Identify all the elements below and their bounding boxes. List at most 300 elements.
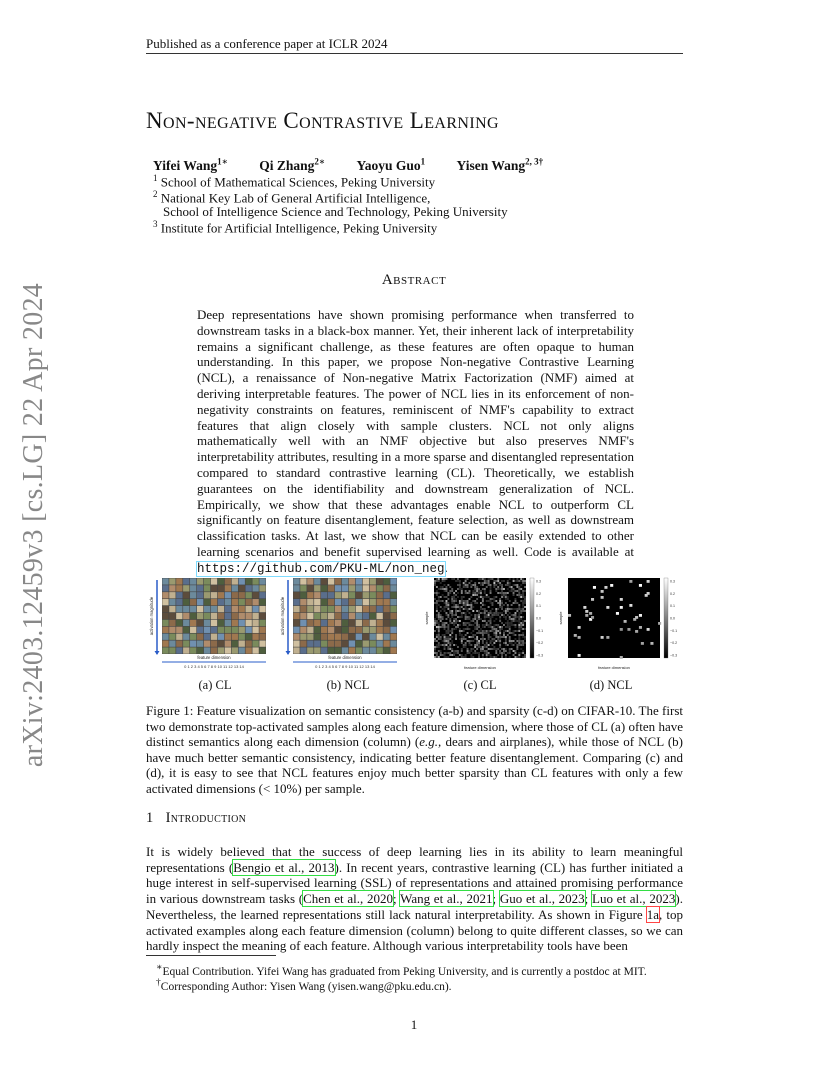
heatmap-cell [524, 638, 526, 640]
heatmap-cell [434, 638, 436, 640]
heatmap-cell [476, 644, 478, 646]
heatmap-cell [505, 584, 507, 586]
heatmap-cell [486, 652, 488, 654]
sample-thumbnail [314, 640, 320, 646]
heatmap-cell [493, 646, 495, 648]
sample-thumbnail [356, 647, 362, 653]
heatmap-cell [442, 640, 444, 642]
heatmap-cell [465, 582, 467, 584]
heatmap-cell [444, 628, 446, 630]
x-axis-label: feature dimension [197, 655, 231, 660]
heatmap-cell [515, 618, 517, 620]
sample-thumbnail [293, 585, 299, 591]
heatmap-cell [497, 640, 499, 642]
heatmap-cell [449, 622, 451, 624]
subcaption-d: (d) NCL [589, 678, 633, 692]
sample-thumbnail [370, 620, 376, 626]
heatmap-cell [524, 602, 526, 604]
heatmap-cell [520, 622, 522, 624]
heatmap-cell [524, 590, 526, 592]
heatmap-cell [501, 608, 503, 610]
heatmap-cell [463, 582, 465, 584]
heatmap-cell [442, 644, 444, 646]
heatmap-cell [513, 632, 515, 634]
sample-thumbnail [162, 613, 168, 619]
heatmap-cell [465, 638, 467, 640]
heatmap-cell [447, 638, 449, 640]
heatmap-cell [503, 592, 505, 594]
heatmap-cell [457, 616, 459, 618]
heatmap-cell [509, 630, 511, 632]
affiliation-1: $^1$ School of Mathematical Sciences, Peking University [153, 173, 436, 190]
heatmap-cell [438, 632, 440, 634]
heatmap-cell [447, 614, 449, 616]
heatmap-cell [499, 620, 501, 622]
heatmap-cell [457, 656, 459, 658]
heatmap-cell [490, 624, 492, 626]
sample-thumbnail [314, 592, 320, 598]
heatmap-cell [470, 632, 472, 634]
sample-thumbnail [246, 592, 252, 598]
heatmap-cell [470, 636, 472, 638]
heatmap-cell [459, 610, 461, 612]
heatmap-active-cell [601, 596, 604, 599]
heatmap-cell [520, 648, 522, 650]
heatmap-cell [446, 588, 448, 590]
sample-thumbnail [211, 613, 217, 619]
sample-thumbnail [204, 647, 210, 653]
heatmap-cell [446, 586, 448, 588]
heatmap-cell [438, 596, 440, 598]
heatmap-cell [465, 634, 467, 636]
heatmap-cell [444, 644, 446, 646]
sample-thumbnail [335, 627, 341, 633]
heatmap-cell [442, 578, 444, 580]
heatmap-cell [484, 638, 486, 640]
heatmap-cell [467, 628, 469, 630]
heatmap-cell [446, 606, 448, 608]
heatmap-cell [511, 586, 513, 588]
heatmap-cell [451, 636, 453, 638]
sample-thumbnail [363, 647, 369, 653]
heatmap-cell [453, 654, 455, 656]
sample-thumbnail [349, 613, 355, 619]
sample-thumbnail [314, 578, 320, 584]
heatmap-cell [478, 588, 480, 590]
heatmap-cell [467, 608, 469, 610]
heatmap-cell [484, 578, 486, 580]
sample-thumbnail [383, 578, 389, 584]
heatmap-cell [518, 590, 520, 592]
heatmap-cell [453, 604, 455, 606]
sample-thumbnail [363, 578, 369, 584]
heatmap-cell [507, 596, 509, 598]
heatmap-cell [455, 638, 457, 640]
heatmap-cell [488, 630, 490, 632]
sample-thumbnail [259, 599, 265, 605]
heatmap-active-cell [616, 612, 619, 615]
heatmap-cell [474, 638, 476, 640]
heatmap-cell [478, 618, 480, 620]
sample-thumbnail [218, 634, 224, 640]
sample-thumbnail [377, 627, 383, 633]
heatmap-cell [478, 646, 480, 648]
sample-thumbnail [300, 640, 306, 646]
heatmap-cell [438, 578, 440, 580]
heatmap-cell [440, 644, 442, 646]
heatmap-cell [478, 582, 480, 584]
sample-thumbnail [342, 606, 348, 612]
heatmap-cell [507, 620, 509, 622]
heatmap-cell [436, 628, 438, 630]
sample-thumbnail [321, 647, 327, 653]
heatmap-cell [449, 644, 451, 646]
heatmap-cell [463, 600, 465, 602]
sample-thumbnail [176, 627, 182, 633]
heatmap-cell [495, 636, 497, 638]
heatmap-cell [493, 628, 495, 630]
heatmap-cell [501, 628, 503, 630]
heatmap-cell [469, 618, 471, 620]
heatmap-cell [482, 636, 484, 638]
sample-thumbnail [370, 592, 376, 598]
subcaption-c: (c) CL [463, 678, 497, 692]
heatmap-cell [461, 616, 463, 618]
heatmap-cell [449, 636, 451, 638]
heatmap-cell [518, 630, 520, 632]
heatmap-cell [513, 654, 515, 656]
sample-thumbnail [162, 647, 168, 653]
heatmap-cell [438, 580, 440, 582]
heatmap-cell [501, 590, 503, 592]
sample-thumbnail [225, 627, 231, 633]
heatmap-cell [474, 616, 476, 618]
heatmap-cell [478, 616, 480, 618]
heatmap-cell [453, 594, 455, 596]
heatmap-cell [482, 582, 484, 584]
heatmap-cell [472, 618, 474, 620]
heatmap-cell [459, 628, 461, 630]
heatmap-cell [492, 648, 494, 650]
sample-thumbnail [335, 606, 341, 612]
heatmap-cell [457, 626, 459, 628]
heatmap-cell [488, 634, 490, 636]
y-axis-label: activation magnitude [280, 596, 285, 636]
heatmap-cell [465, 646, 467, 648]
heatmap-cell [490, 620, 492, 622]
heatmap-cell [467, 622, 469, 624]
heatmap-cell [520, 616, 522, 618]
heatmap-cell [518, 642, 520, 644]
subcaption-a: (a) CL [198, 678, 232, 692]
heatmap-cell [476, 642, 478, 644]
heatmap-cell [505, 648, 507, 650]
heatmap-cell [515, 642, 517, 644]
heatmap-cell [484, 650, 486, 652]
sample-thumbnail [259, 627, 265, 633]
heatmap-cell [440, 610, 442, 612]
sample-thumbnail [383, 606, 389, 612]
sample-thumbnail [218, 599, 224, 605]
heatmap-cell [444, 610, 446, 612]
heatmap-cell [455, 600, 457, 602]
heatmap-cell [470, 654, 472, 656]
heatmap-cell [490, 598, 492, 600]
heatmap-cell [455, 622, 457, 624]
heatmap-cell [501, 652, 503, 654]
heatmap-cell [495, 628, 497, 630]
heatmap-cell [463, 646, 465, 648]
sample-thumbnail [356, 613, 362, 619]
sample-thumbnail [383, 634, 389, 640]
heatmap-cell [451, 596, 453, 598]
heatmap-cell [436, 586, 438, 588]
footnote-1: ∗Equal Contribution. Yifei Wang has graduated from Peking University, and is currently a postdoc at MIT. [156, 962, 647, 978]
heatmap-cell [457, 578, 459, 580]
heatmap-cell [482, 650, 484, 652]
sample-thumbnail [211, 585, 217, 591]
heatmap-cell [465, 612, 467, 614]
sample-thumbnail [239, 592, 245, 598]
heatmap-cell [449, 610, 451, 612]
heatmap-cell [480, 596, 482, 598]
heatmap-active-cell [585, 610, 588, 613]
heatmap-cell [482, 608, 484, 610]
heatmap-cell [465, 608, 467, 610]
sample-thumbnail [197, 592, 203, 598]
heatmap-cell [488, 652, 490, 654]
sample-thumbnail [259, 585, 265, 591]
sample-thumbnail [356, 620, 362, 626]
sample-thumbnail [363, 613, 369, 619]
heatmap-cell [482, 630, 484, 632]
heatmap-cell [472, 606, 474, 608]
heatmap-cell [509, 590, 511, 592]
heatmap-cell [446, 612, 448, 614]
sample-thumbnail [225, 647, 231, 653]
sample-thumbnail [370, 585, 376, 591]
heatmap-cell [455, 580, 457, 582]
heatmap-cell [516, 616, 518, 618]
sample-thumbnail [190, 599, 196, 605]
colorbar-tick-label: 0.0 [670, 616, 675, 621]
heatmap-cell [440, 626, 442, 628]
heatmap-cell [474, 582, 476, 584]
heatmap-cell [463, 624, 465, 626]
colorbar-tick-label: 0.1 [536, 604, 541, 609]
heatmap-cell [449, 630, 451, 632]
heatmap-cell [522, 634, 524, 636]
heatmap-cell [465, 642, 467, 644]
heatmap-cell [490, 640, 492, 642]
sample-thumbnail [390, 627, 396, 633]
heatmap-cell [444, 622, 446, 624]
sample-thumbnail [239, 627, 245, 633]
heatmap-cell [476, 636, 478, 638]
sample-thumbnail [232, 599, 238, 605]
x-tick-labels: 0 1 2 3 4 5 6 7 8 9 10 11 12 13 14 [184, 664, 244, 669]
sample-thumbnail [293, 599, 299, 605]
sample-thumbnail [342, 627, 348, 633]
sample-thumbnail [183, 640, 189, 646]
heatmap-cell [509, 642, 511, 644]
sample-thumbnail [259, 613, 265, 619]
heatmap-cell [465, 606, 467, 608]
sample-thumbnail [383, 592, 389, 598]
sample-thumbnail [169, 647, 175, 653]
heatmap-cell [459, 634, 461, 636]
heatmap-cell [484, 582, 486, 584]
heatmap-cell [495, 650, 497, 652]
sample-thumbnail [197, 634, 203, 640]
figure-caption: Figure 1: Feature visualization on semantic consistency (a-b) and sparsity (c-d) on CIFAR-10. The first two demonstrate top-activated samples along each feature dimension, where those of CL (a) often have distinct semantics along each dimension (column) (e.g., dears and airplanes), while those of NCL (b) have much better semantic consistency, indicating better feature disentanglement. Comparing (c) and (d), it is easy to see that NCL features enjoy much better sparsity than CL features with only a few activated dimensions (< 10%) per sample. [146, 703, 683, 796]
heatmap-cell [486, 640, 488, 642]
heatmap-cell [457, 604, 459, 606]
heatmap-cell [434, 584, 436, 586]
sample-thumbnail [314, 585, 320, 591]
heatmap-cell [444, 638, 446, 640]
heatmap-cell [457, 588, 459, 590]
sample-thumbnail [252, 585, 258, 591]
sample-thumbnail [390, 592, 396, 598]
sample-thumbnail [176, 634, 182, 640]
sample-thumbnail [252, 647, 258, 653]
heatmap-cell [455, 644, 457, 646]
sample-thumbnail [259, 592, 265, 598]
code-link[interactable]: https://github.com/PKU-ML/non_neg [197, 561, 445, 576]
heatmap-cell [518, 628, 520, 630]
heatmap-cell [486, 646, 488, 648]
heatmap-cell [482, 654, 484, 656]
sample-thumbnail [370, 647, 376, 653]
heatmap-cell [447, 628, 449, 630]
sample-thumbnail [211, 620, 217, 626]
heatmap-cell [488, 620, 490, 622]
heatmap-cell [497, 636, 499, 638]
heatmap-cell [478, 612, 480, 614]
heatmap-cell [436, 606, 438, 608]
heatmap-cell [463, 584, 465, 586]
sample-thumbnail [218, 578, 224, 584]
heatmap-cell [524, 598, 526, 600]
heatmap-cell [482, 648, 484, 650]
heatmap-cell [516, 630, 518, 632]
sample-thumbnail [232, 613, 238, 619]
heatmap-cell [478, 642, 480, 644]
sample-thumbnail [349, 585, 355, 591]
heatmap-cell [447, 616, 449, 618]
sample-thumbnail [218, 592, 224, 598]
heatmap-cell [515, 602, 517, 604]
heatmap-cell [511, 640, 513, 642]
heatmap-cell [469, 604, 471, 606]
heatmap-cell [509, 622, 511, 624]
heatmap-cell [447, 606, 449, 608]
heatmap-active-cell [658, 622, 661, 625]
heatmap-cell [474, 602, 476, 604]
heatmap-cell [480, 584, 482, 586]
sample-thumbnail [162, 592, 168, 598]
heatmap-cell [501, 648, 503, 650]
heatmap-cell [469, 652, 471, 654]
heatmap-cell [507, 606, 509, 608]
heatmap-cell [434, 592, 436, 594]
heatmap-cell [515, 616, 517, 618]
heatmap-cell [455, 618, 457, 620]
sample-thumbnail [349, 647, 355, 653]
heatmap-cell [495, 612, 497, 614]
sample-thumbnail [307, 599, 313, 605]
heatmap-cell [472, 652, 474, 654]
sample-thumbnail [176, 585, 182, 591]
sample-thumbnail [218, 640, 224, 646]
sample-thumbnail [190, 606, 196, 612]
sample-thumbnail [328, 634, 334, 640]
heatmap-cell [518, 616, 520, 618]
sample-thumbnail [335, 585, 341, 591]
heatmap-cell [516, 580, 518, 582]
colorbar-tick-label: −0.1 [670, 628, 678, 633]
heatmap-cell [447, 626, 449, 628]
heatmap-cell [520, 640, 522, 642]
heatmap-cell [457, 606, 459, 608]
heatmap-cell [524, 628, 526, 630]
sample-thumbnail [307, 585, 313, 591]
heatmap-cell [465, 592, 467, 594]
heatmap-cell [482, 632, 484, 634]
sample-thumbnail [190, 627, 196, 633]
heatmap-cell [476, 652, 478, 654]
sample-thumbnail [225, 640, 231, 646]
sample-thumbnail [176, 592, 182, 598]
heatmap-cell [484, 614, 486, 616]
heatmap-cell [465, 644, 467, 646]
heatmap-cell [482, 656, 484, 658]
heatmap-cell [492, 640, 494, 642]
heatmap-cell [474, 622, 476, 624]
heatmap-cell [438, 616, 440, 618]
heatmap-cell [461, 648, 463, 650]
heatmap-cell [522, 652, 524, 654]
heatmap-cell [511, 644, 513, 646]
sample-thumbnail [328, 627, 334, 633]
heatmap-cell [455, 628, 457, 630]
sample-thumbnail [232, 627, 238, 633]
heatmap-cell [455, 598, 457, 600]
heatmap-cell [518, 656, 520, 658]
heatmap-cell [493, 648, 495, 650]
heatmap-cell [472, 592, 474, 594]
heatmap-cell [497, 602, 499, 604]
sample-thumbnail [377, 599, 383, 605]
heatmap-cell [447, 640, 449, 642]
heatmap-cell [438, 646, 440, 648]
heatmap-cell [446, 644, 448, 646]
heatmap-cell [438, 622, 440, 624]
heatmap-active-cell [578, 654, 581, 657]
sample-thumbnail [307, 578, 313, 584]
heatmap-cell [492, 628, 494, 630]
sample-thumbnail [328, 640, 334, 646]
heatmap-cell [444, 642, 446, 644]
heatmap-cell [516, 648, 518, 650]
heatmap-cell [503, 580, 505, 582]
heatmap-cell [442, 588, 444, 590]
heatmap-cell [440, 614, 442, 616]
heatmap-cell [467, 602, 469, 604]
sample-thumbnail [321, 599, 327, 605]
heatmap-cell [480, 638, 482, 640]
